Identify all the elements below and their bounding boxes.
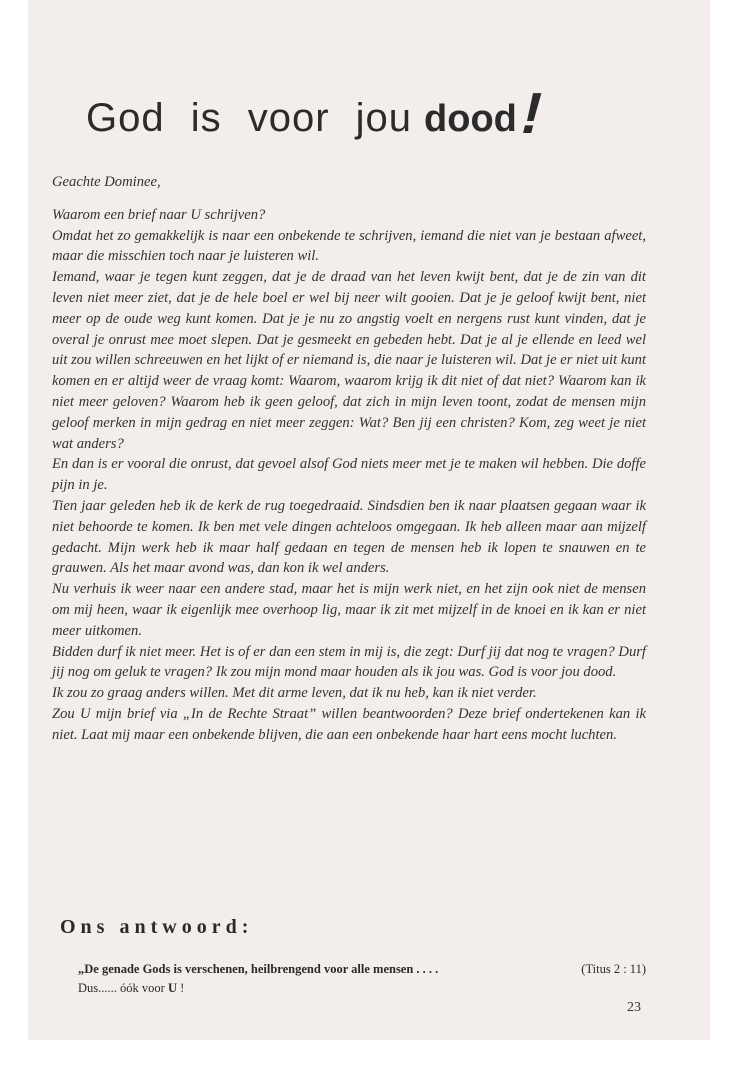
letter-paragraph: En dan is er vooral die onrust, dat gevoel alsof God niets meer met je te maken wil hebben. Die doffe pijn in je. — [52, 456, 646, 494]
page-number: 23 — [627, 1000, 641, 1015]
letter-paragraph: Bidden durf ik niet meer. Het is of er dan een stem in mij is, die zegt: Durf jij dat nog te vragen? Durf jij nog om geluk te vragen? Ik zou mijn mond maar houden als ik jou was. God is voor jou dood. — [52, 643, 646, 681]
letter-paragraph: Ik zou zo graag anders willen. Met dit arme leven, dat ik nu heb, kan ik niet verder. — [52, 685, 537, 702]
answer-conclusion — [78, 979, 648, 998]
letter-paragraph: Iemand, waar je tegen kunt zeggen, dat je de draad van het leven kwijt bent, dat je de zin van dit leven niet meer ziet, dat je de hele boel er wel bij neer wilt gooien. Dat je je geloof kwijt bent, niet meer op de oude weg kunt komen. Dat je je nu zo angstig voelt en nergens rust kunt vinden, dat je overal je onrust mee moet slepen. Dat je gesmeekt en gebeden hebt. Dat je al je ellende en leed wel uit zou willen schreeuwen en het lijkt of er niemand is, die naar je luisteren wil. Dat je er niet uit kunt komen en er altijd weer de vraag komt: Waarom, waarom krijg ik dit niet of dat niet? Waarom kan ik niet meer geloven? Waarom heb ik geen geloof, dat zich in mijn leven toont, zodat de mensen mijn geloof merken in mijn gedrag en niet meer zeggen: Wat? Ben jij een christen? Kom, zeg weet je niet wat anders? — [52, 269, 646, 452]
letter-greeting: Geachte Dominee, — [52, 174, 161, 190]
answer-quote-line — [78, 960, 648, 979]
answer-conclusion-end: ! — [176, 981, 185, 995]
title-emphasis: dood — [424, 98, 517, 140]
letter-paragraph: Omdat het zo gemakkelijk is naar een onbekende te schrijven, iemand die niet van je bestaan afweet, maar die misschien toch naar je luisteren wil. — [52, 227, 646, 265]
letter-paragraph: Nu verhuis ik weer naar een andere stad, maar het is mijn werk niet, en het zijn ook niet de mensen om mij heen, waar ik eigenlijk mee overhoop lig, maar ik zit met mijzelf in de knoei en ik kan er niet meer uitkomen. — [52, 581, 646, 639]
answer-conclusion-emphasis: U — [167, 981, 177, 995]
answer-body — [78, 960, 648, 998]
letter-body — [52, 172, 646, 746]
answer-conclusion-text: Dus...... óók voor — [78, 981, 168, 995]
letter-paragraph: Zou U mijn brief via „In de Rechte Straat” willen beantwoorden? Deze brief ondertekenen kan ik niet. Laat mij maar een onbekende blijven, die aan een onbekende haar hart eens mocht luchten. — [52, 705, 646, 743]
page-title — [86, 78, 686, 145]
answer-heading: Ons antwoord: — [60, 916, 254, 938]
answer-quote: „De genade Gods is verschenen, heilbrengend voor alle mensen . . . . — [78, 962, 439, 976]
title-exclamation: ! — [514, 81, 551, 146]
answer-reference: (Titus 2 : 11) — [581, 962, 646, 976]
letter-paragraph: Waarom een brief naar U schrijven? — [52, 206, 266, 223]
title-text: God is voor jou — [86, 96, 413, 140]
letter-paragraph: Tien jaar geleden heb ik de kerk de rug toegedraaid. Sindsdien ben ik naar plaatsen gegaan waar ik niet behoorde te komen. Ik ben met vele dingen achteloos omgegaan. Ik heb alleen maar aan mijzelf gedacht. Mijn werk heb ik maar half gedaan en tegen de mensen heb ik lopen te snauwen en te grauwen. Als het maar avond was, dan kon ik wel anders. — [52, 497, 646, 577]
